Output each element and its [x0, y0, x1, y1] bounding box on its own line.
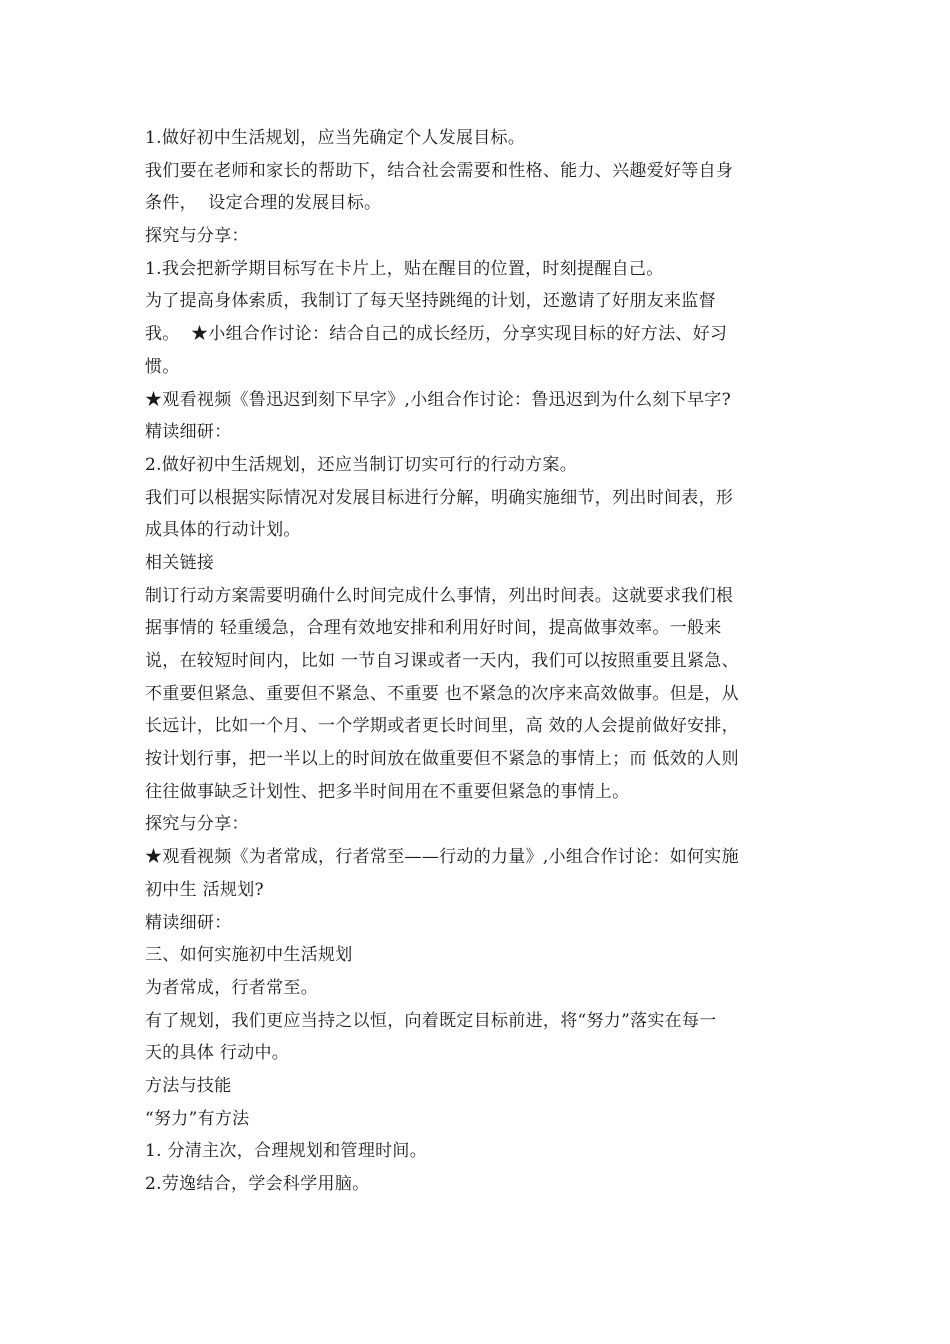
heading-implement-plan: 三、如何实施初中生活规划: [145, 945, 353, 966]
heading-action-plan: 2.做好初中生活规划，还应当制订切实可行的行动方案。: [145, 454, 578, 475]
activity-line: ★观看视频《为者常成，行者常至——行动的力量》,小组合作讨论：如何实施: [145, 847, 739, 868]
activity-line: 初中生 活规划?: [145, 879, 264, 900]
paragraph-line: 往往做事缺乏计划性、把多半时间用在不重要但紧急的事情上。: [145, 781, 630, 802]
section-label-close-reading: 精读细研：: [145, 912, 232, 933]
paragraph-line: 我。 ★小组合作讨论：结合自己的成长经历，分享实现目标的好方法、好习: [145, 324, 728, 345]
document-body: [145, 122, 810, 1201]
paragraph-line: 条件， 设定合理的发展目标。: [145, 193, 382, 214]
paragraph-line: 惯。: [145, 356, 180, 377]
paragraph-line: 天的具体 行动中。: [145, 1043, 290, 1064]
section-label-methods-skills: 方法与技能: [145, 1075, 232, 1096]
paragraph-line: 为了提高身体索质，我制订了每天坚持跳绳的计划，还邀请了好朋友来监督: [145, 291, 716, 312]
list-item: 2.劳逸结合，学会科学用脑。: [145, 1174, 370, 1194]
section-label-explore-share: 探究与分享：: [145, 226, 249, 247]
paragraph-line: 不重要但紧急、重要但不紧急、不重要 也不紧急的次序来高效做事。但是，从: [145, 683, 739, 704]
paragraph-line: 说，在较短时间内，比如 一节自习课或者一天内，我们可以按照重要且紧急、: [145, 651, 739, 671]
paragraph-line: 按计划行事，把一半以上的时间放在做重要但不紧急的事情上；而 低效的人则: [145, 749, 739, 770]
paragraph-line: 成具体的行动计划。: [145, 520, 301, 541]
section-label-explore-share: 探究与分享：: [145, 814, 249, 835]
paragraph-line: 1.我会把新学期目标写在卡片上，贴在醒目的位置，时刻提醒自己。: [145, 258, 664, 279]
paragraph-line: 据事情的 轻重缓急，合理有效地安排和利用好时间，提高做事效率。一般来: [145, 618, 722, 639]
paragraph-line: 有了规划，我们更应当持之以恒，向着既定目标前进，将“努力”落实在每一: [145, 1010, 717, 1031]
list-item: 1. 分清主次，合理规划和管理时间。: [145, 1141, 428, 1162]
section-label-close-reading: 精读细研：: [145, 422, 232, 443]
paragraph-line: 制订行动方案需要明确什么时间完成什么事情，列出时间表。这就要求我们根: [145, 585, 734, 606]
subheading-effort-method: “努力”有方法: [145, 1108, 250, 1129]
paragraph-line: 为者常成，行者常至。: [145, 977, 318, 998]
section-label-related-link: 相关链接: [145, 552, 215, 573]
heading-goal-setting: 1.做好初中生活规划，应当先确定个人发展目标。: [145, 128, 526, 148]
paragraph-line: 我们可以根据实际情况对发展目标进行分解，明确实施细节，列出时间表，形: [145, 487, 734, 508]
paragraph-line: 我们要在老师和家长的帮助下，结合社会需要和性格、能力、兴趣爱好等自身: [145, 160, 734, 181]
activity-line: ★观看视频《鲁迅迟到刻下早字》,小组合作讨论：鲁迅迟到为什么刻下早字?: [145, 389, 732, 410]
paragraph-line: 长远计，比如一个月、一个学期或者更长时间里，高 效的人会提前做好安排，: [145, 716, 739, 737]
